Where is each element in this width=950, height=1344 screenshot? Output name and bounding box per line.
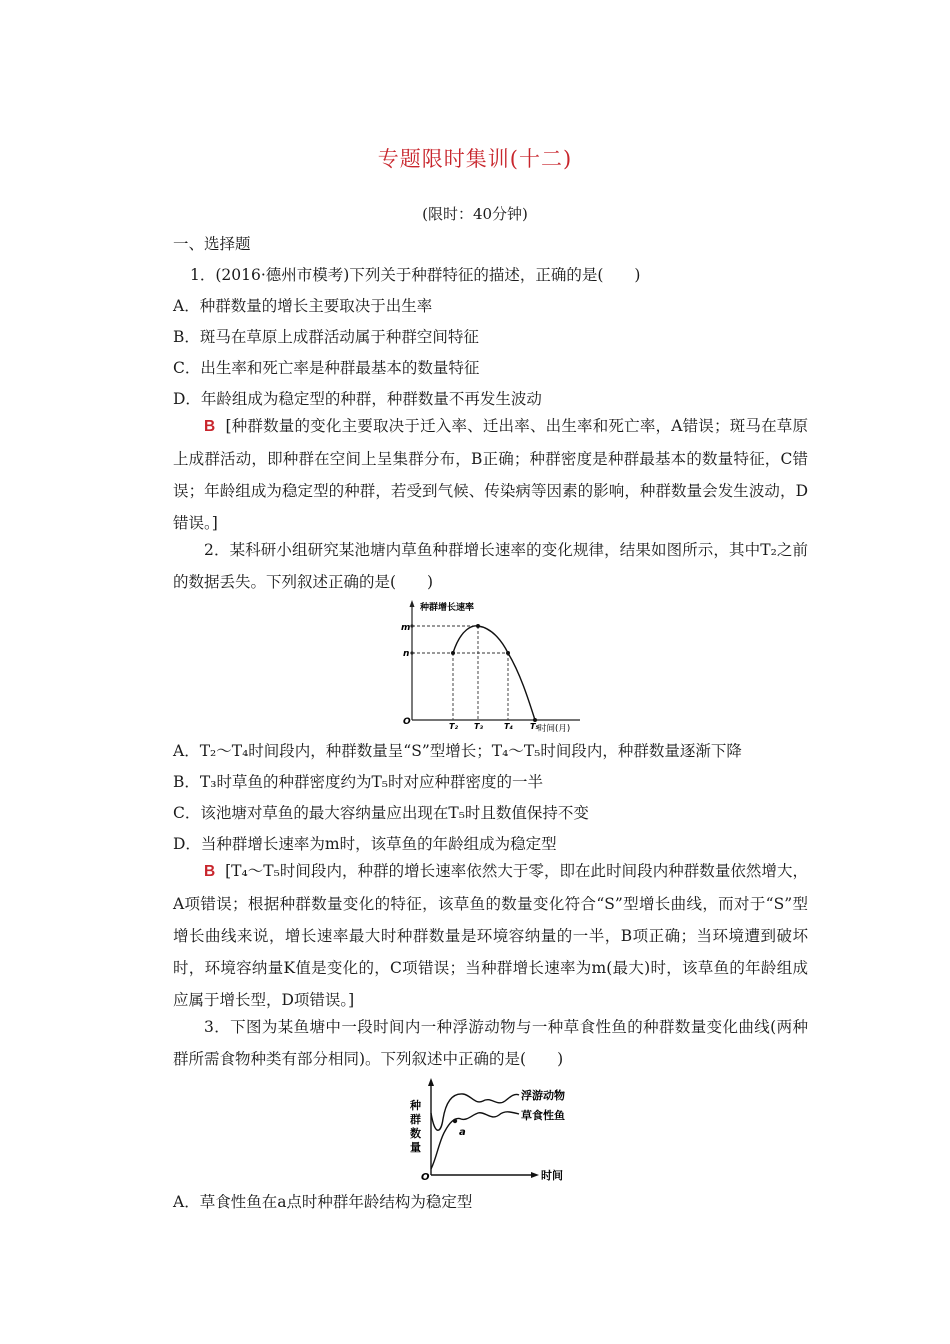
q2-growth-rate-figure <box>375 598 600 734</box>
q2-answer: B <box>204 863 216 880</box>
q1-option-b: B．斑马在草原上成群活动属于种群空间特征 <box>173 328 479 346</box>
q2-origin: O <box>403 717 411 727</box>
page-title: 专题限时集训(十二) <box>377 147 573 171</box>
q1-stem: 1．(2016·德州市模考)下列关于种群特征的描述，正确的是( ) <box>190 266 641 284</box>
q2-option-a: A．T₂～T₄时间段内，种群数量呈“S”型增长；T₄～T₅时间段内，种群数量逐渐下降 <box>173 742 742 760</box>
q2-mark-t4: T₄ <box>504 722 513 731</box>
q3-x-axis-arrow <box>531 1172 539 1178</box>
time-limit: (限时：40分钟) <box>422 205 528 223</box>
q2-option-d: D．当种群增长速率为m时，该草鱼的年龄组成为稳定型 <box>173 835 557 853</box>
q3-point-a <box>453 1119 457 1123</box>
q2-mark-n: n <box>403 649 410 659</box>
q1-explanation <box>173 410 808 539</box>
q1-option-c: C．出生率和死亡率是种群最基本的数量特征 <box>173 359 480 377</box>
q3-stem: 3．下图为某鱼塘中一段时间内一种浮游动物与一种草食性鱼的种群数量变化曲线(两种群所需食物种类有部分相同)。下列叙述中正确的是( ) <box>173 1018 808 1068</box>
q1-explanation-text: [种群数量的变化主要取决于迁入率、迁出率、出生率和死亡率，A错误；斑马在草原上成群活动，即种群在空间上呈集群分布，B正确；种群密度是种群最基本的数量特征，C错误；年龄组成为稳定型的种群，若受到气候、传染病等因素的影响，种群数量会发生波动，D错误。] <box>173 417 808 532</box>
section-heading: 一、选择题 <box>173 235 251 253</box>
q3-y-axis-arrow <box>428 1078 434 1086</box>
q2-x-axis-label: 时间(月) <box>538 724 571 734</box>
q3-legend-fish: 草食性鱼 <box>521 1109 565 1122</box>
q2-mark-m: m <box>401 623 411 633</box>
q3-y-label-4: 量 <box>410 1141 421 1154</box>
q1-answer: B <box>204 418 216 435</box>
q2-y-axis-arrow <box>410 600 415 607</box>
q1-option-a: A．种群数量的增长主要取决于出生率 <box>173 297 433 315</box>
q3-x-axis-label: 时间 <box>541 1169 563 1182</box>
q3-y-label-3: 数 <box>410 1127 421 1140</box>
q2-mark-t3: T₃ <box>474 722 483 731</box>
q2-stem: 2．某科研小组研究某池塘内草鱼种群增长速率的变化规律，结果如图所示，其中T₂之前的数据丢失。下列叙述正确的是( ) <box>173 541 808 591</box>
q2-explanation-text: [T₄～T₅时间段内，种群的增长速率依然大于零，即在此时间段内种群数量依然增大，A项错误；根据种群数量变化的特征，该草鱼的数量变化符合“S”型增长曲线，而对于“S”型增长曲线来说，增长速率最大时种群数量是环境容纳量的一半，B项正确；当环境遭到破坏时，环境容纳量K值是变化的，C项错误；当种群增长速率为m(最大)时，该草鱼的年龄组成应属于增长型，D项错误。] <box>173 862 808 1009</box>
q2-mark-t2: T₂ <box>449 722 458 731</box>
q2-y-axis-label: 种群增长速率 <box>420 603 475 613</box>
q1-option-d: D．年龄组成为稳定型的种群，种群数量不再发生波动 <box>173 390 542 408</box>
q3-legend-zooplankton: 浮游动物 <box>521 1089 565 1102</box>
q3-option-a: A．草食性鱼在a点时种群年龄结构为稳定型 <box>173 1193 473 1211</box>
q2-point-t4 <box>506 651 510 655</box>
q2-mark-t5: T₅ <box>530 722 539 731</box>
q2-point-t3 <box>476 624 480 628</box>
q3-origin: O <box>421 1172 430 1183</box>
q3-y-label-2: 群 <box>410 1113 421 1126</box>
q2-option-b: B．T₃时草鱼的种群密度约为T₅时对应种群密度的一半 <box>173 773 543 791</box>
q2-point-t2 <box>451 651 455 655</box>
q2-growth-curve <box>453 626 535 720</box>
q3-population-figure <box>405 1075 590 1187</box>
q3-y-label-1: 种 <box>410 1099 421 1112</box>
q3-point-label: a <box>459 1127 466 1138</box>
q3-fish-curve <box>431 1112 519 1169</box>
q2-explanation <box>173 855 808 1016</box>
q2-option-c: C．该池塘对草鱼的最大容纳量应出现在T₅时且数值保持不变 <box>173 804 589 822</box>
